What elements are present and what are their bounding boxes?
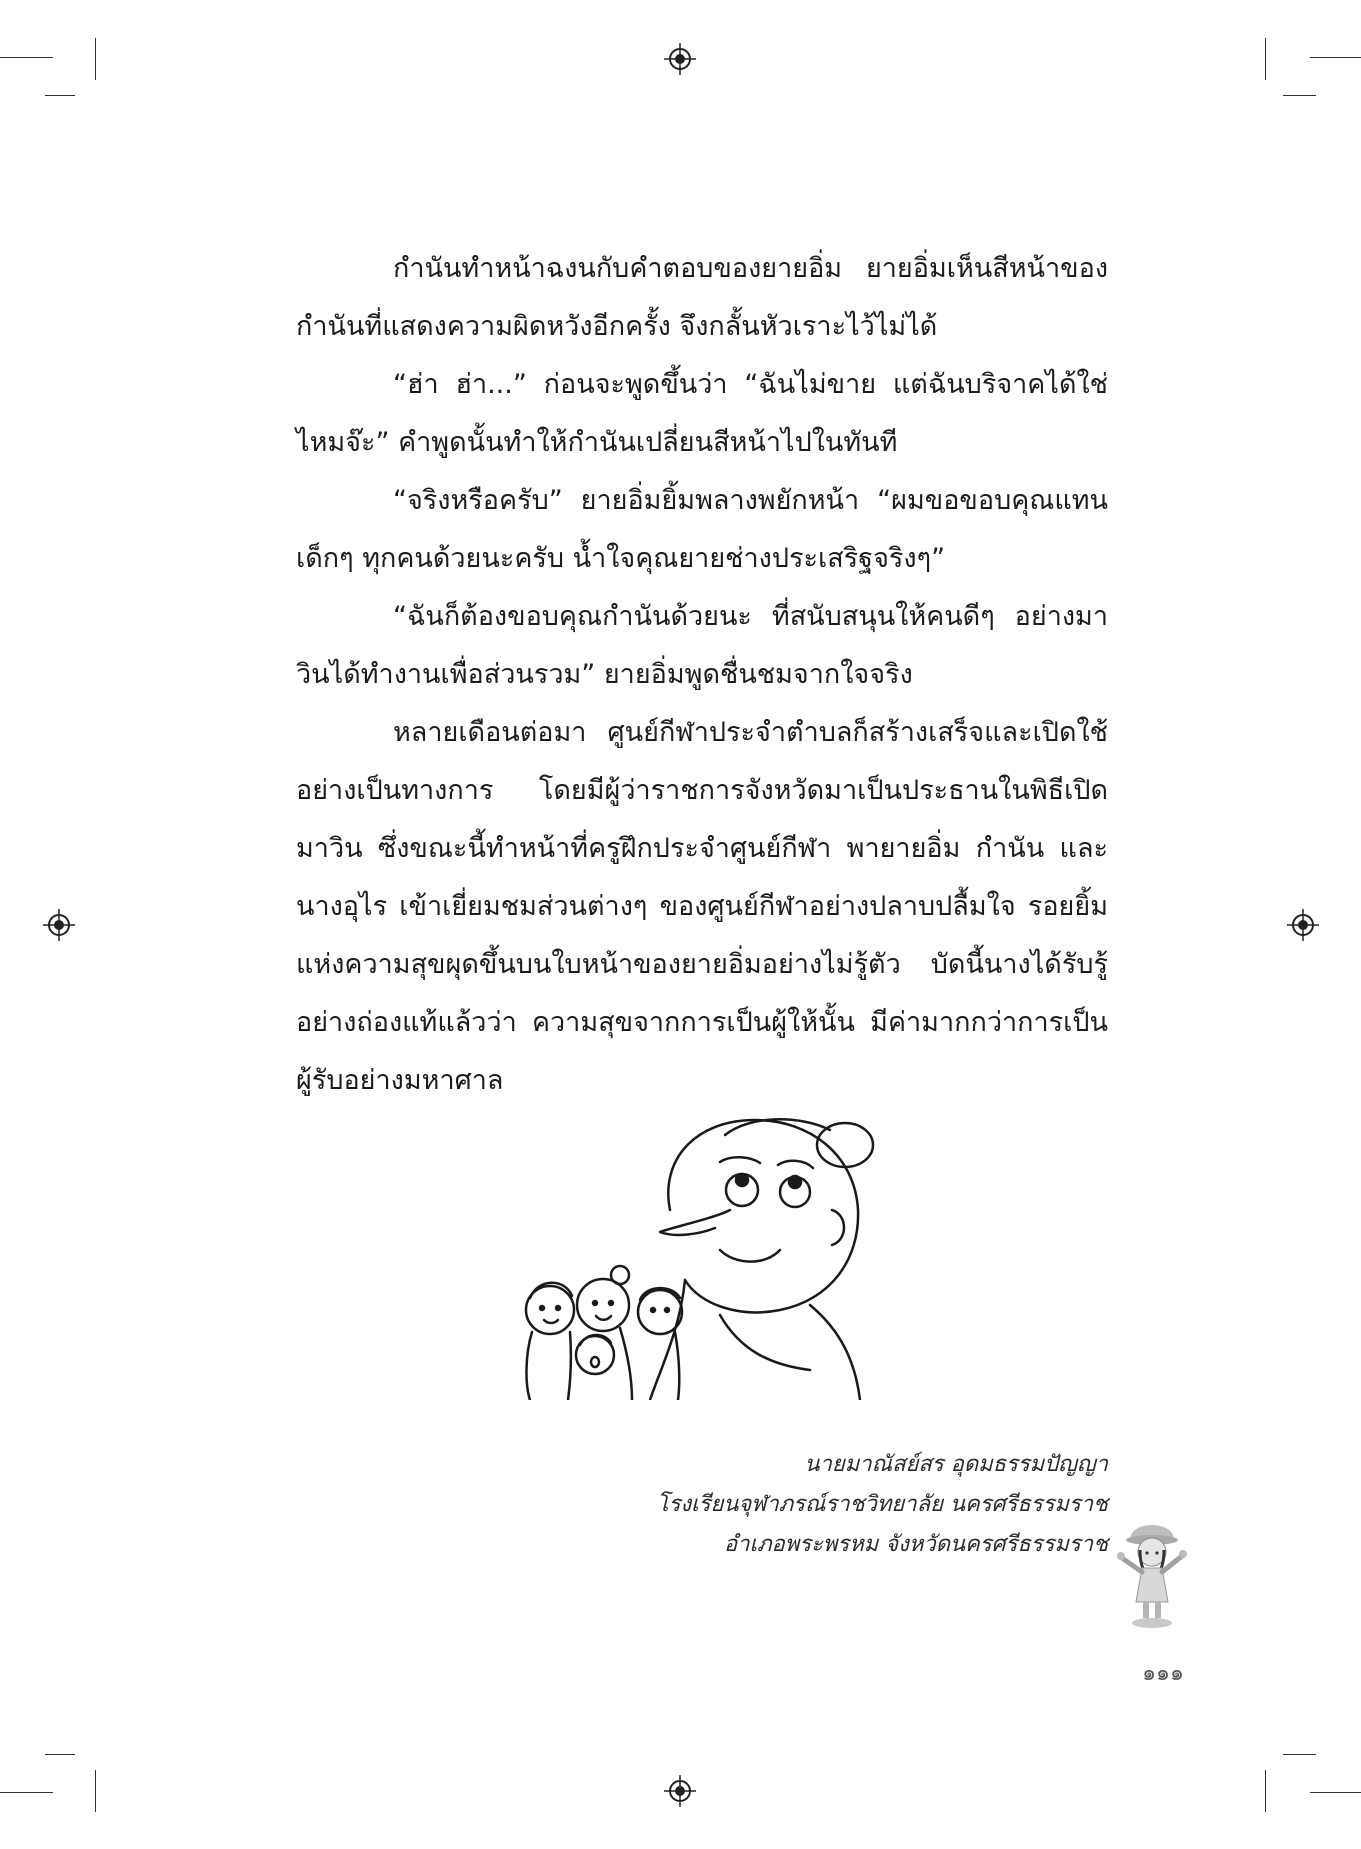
story-text xyxy=(296,240,1108,1110)
author-name: นายมาณัสย์สร อุดมธรรมปัญญา xyxy=(804,1452,1108,1477)
paragraph: กำนันทำหน้าฉงนกับคำตอบของยายอิ่ม ยายอิ่มเห็นสีหน้าของกำนันที่แสดงความผิดหวังอีกครั้ง จึงกลั้นหัวเราะไว้ไม่ได้ xyxy=(296,253,1108,342)
crop-mark xyxy=(95,38,96,80)
crop-mark xyxy=(95,1770,96,1812)
paragraph: “ฉันก็ต้องขอบคุณกำนันด้วยนะ ที่สนับสนุนให้คนดีๆ อย่างมาวินได้ทำงานเพื่อส่วนรวม” ยายอิ่มพูดชื่นชมจากใจจริง xyxy=(296,601,1108,690)
crop-mark xyxy=(1283,95,1316,96)
paragraph: “จริงหรือครับ” ยายอิ่มยิ้มพลางพยักหน้า “ผมขอขอบคุณแทนเด็กๆ ทุกคนด้วยนะครับ น้ำใจคุณยายช่างประเสริฐจริงๆ” xyxy=(296,485,1108,574)
girl-waving-icon xyxy=(1112,1510,1192,1630)
registration-mark-icon xyxy=(663,1774,697,1808)
page-number: ๑๑๑ xyxy=(1142,1661,1184,1686)
paragraph: หลายเดือนต่อมา ศูนย์กีฬาประจำตำบลก็สร้างเสร็จและเปิดใช้อย่างเป็นทางการ โดยมีผู้ว่าราชการจังหวัดมาเป็นประธานในพิธีเปิด มาวิน ซึ่งขณะนี้ทำหน้าที่ครูฝึกประจำศูนย์กีฬา พายายอิ่ม กำนัน และนางอุไร เข้าเยี่ยมชมส่วนต่างๆ ของศูนย์กีฬาอย่างปลาบปลื้มใจ รอยยิ้มแห่งความสุขผุดขึ้นบนใบหน้าของยายอิ่มอย่างไม่รู้ตัว บัดนี้นางได้รับรู้อย่างถ่องแท้แล้วว่า ความสุขจากการเป็นผู้ให้นั้น มีค่ามากกว่าการเป็นผู้รับอย่างมหาศาล xyxy=(296,717,1108,1096)
location: อำเภอพระพรหม จังหวัดนครศรีธรรมราช xyxy=(723,1532,1108,1557)
author-credit xyxy=(508,1445,1108,1565)
crop-mark xyxy=(1310,57,1361,58)
crop-mark xyxy=(45,1754,75,1755)
crop-mark xyxy=(1283,1754,1316,1755)
paragraph: “ฮ่า ฮ่า...” ก่อนจะพูดขึ้นว่า “ฉันไม่ขาย แต่ฉันบริจาคได้ใช่ไหมจ๊ะ” คำพูดนั้นทำให้กำนันเปลี่ยนสีหน้าไปในทันที xyxy=(296,369,1108,458)
school-name: โรงเรียนจุฬาภรณ์ราชวิทยาลัย นครศรีธรรมราช xyxy=(656,1492,1108,1517)
crop-mark xyxy=(1265,38,1266,80)
crop-mark xyxy=(45,95,75,96)
crop-mark xyxy=(0,1792,53,1793)
crop-mark xyxy=(1310,1792,1361,1793)
grandmother-illustration-icon xyxy=(510,1100,890,1400)
crop-mark xyxy=(1265,1770,1266,1812)
registration-mark-icon xyxy=(1286,908,1320,942)
registration-mark-icon xyxy=(42,908,76,942)
registration-mark-icon xyxy=(663,42,697,76)
crop-mark xyxy=(0,57,53,58)
